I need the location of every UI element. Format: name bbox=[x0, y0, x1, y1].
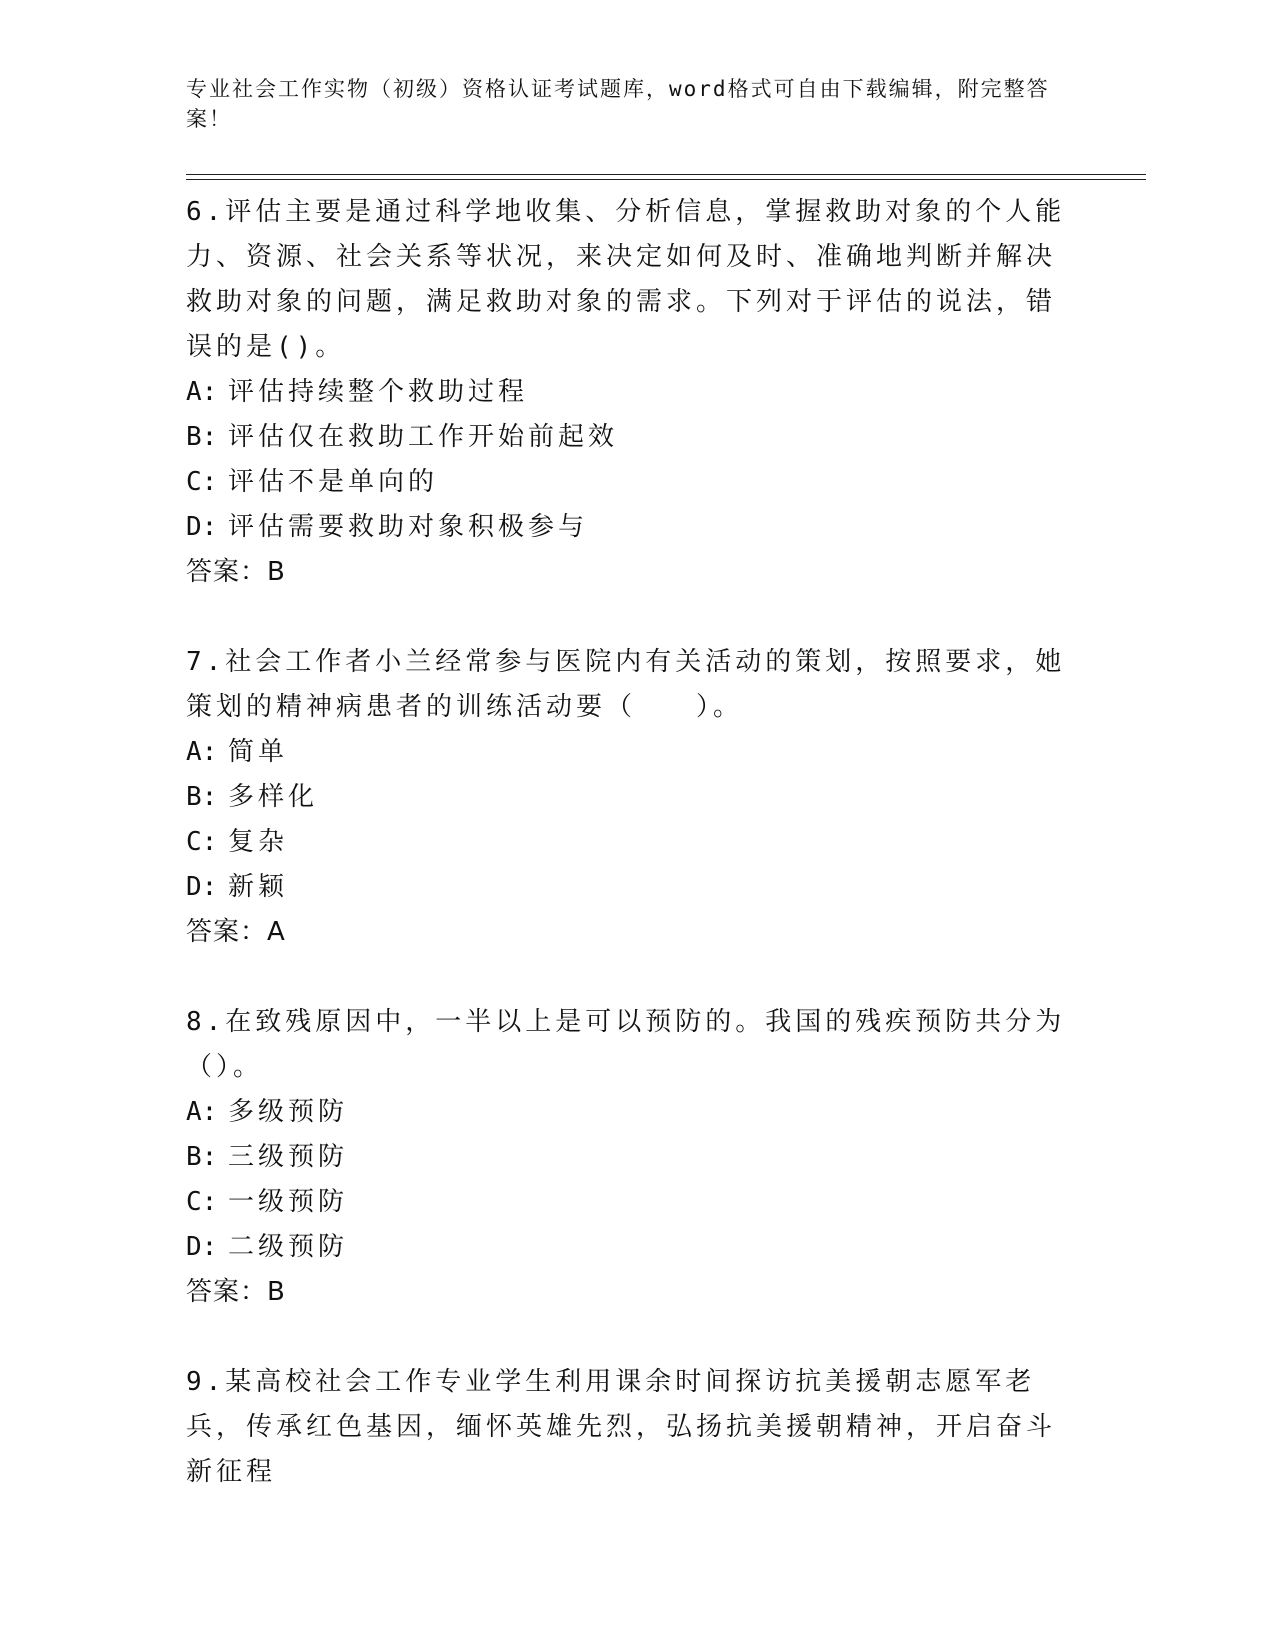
option-c bbox=[186, 460, 1066, 505]
option-label: D: bbox=[186, 512, 218, 542]
option-b bbox=[186, 415, 1066, 460]
option-label: D: bbox=[186, 872, 218, 902]
answer-line: 答案：B bbox=[186, 1277, 286, 1307]
option-label: C: bbox=[186, 827, 218, 857]
header-divider-bottom bbox=[186, 179, 1146, 180]
option-label: D: bbox=[186, 1232, 218, 1262]
question-list bbox=[186, 190, 1066, 1512]
option-text: 三级预防 bbox=[228, 1142, 349, 1172]
answer-line: 答案：B bbox=[186, 557, 286, 587]
option-label: A: bbox=[186, 737, 218, 767]
option-label: B: bbox=[186, 1142, 218, 1172]
option-a bbox=[186, 370, 1066, 415]
option-label: A: bbox=[186, 377, 218, 407]
option-label: C: bbox=[186, 467, 218, 497]
option-label: B: bbox=[186, 422, 218, 452]
question-8 bbox=[186, 1000, 1066, 1315]
option-b bbox=[186, 1135, 1066, 1180]
answer-line: 答案：A bbox=[186, 917, 286, 947]
option-c bbox=[186, 1180, 1066, 1225]
option-text: 评估需要救助对象积极参与 bbox=[228, 512, 589, 542]
option-d bbox=[186, 505, 1066, 550]
option-text: 简单 bbox=[228, 737, 289, 767]
option-text: 多样化 bbox=[228, 782, 319, 812]
question-stem: 8.在致残原因中，一半以上是可以预防的。我国的残疾预防共分为（）。 bbox=[186, 1007, 1066, 1082]
header-divider-top bbox=[186, 174, 1146, 175]
option-c bbox=[186, 820, 1066, 865]
question-9 bbox=[186, 1360, 1066, 1495]
option-a bbox=[186, 730, 1066, 775]
option-text: 二级预防 bbox=[228, 1232, 349, 1262]
question-6 bbox=[186, 190, 1066, 595]
question-stem: 9.某高校社会工作专业学生利用课余时间探访抗美援朝志愿军老兵，传承红色基因，缅怀英雄先烈，弘扬抗美援朝精神，开启奋斗新征程 bbox=[186, 1367, 1057, 1487]
option-text: 评估持续整个救助过程 bbox=[228, 377, 529, 407]
option-text: 评估仅在救助工作开始前起效 bbox=[228, 422, 619, 452]
option-a bbox=[186, 1090, 1066, 1135]
question-stem: 6.评估主要是通过科学地收集、分析信息，掌握救助对象的个人能力、资源、社会关系等状况，来决定如何及时、准确地判断并解决救助对象的问题，满足救助对象的需求。下列对于评估的说法，错误的是()。 bbox=[186, 197, 1066, 362]
option-d bbox=[186, 865, 1066, 910]
option-label: C: bbox=[186, 1187, 218, 1217]
page-header: 专业社会工作实物（初级）资格认证考试题库，word格式可自由下载编辑，附完整答案！ bbox=[186, 77, 1050, 131]
option-b bbox=[186, 775, 1066, 820]
option-text: 多级预防 bbox=[228, 1097, 349, 1127]
question-7 bbox=[186, 640, 1066, 955]
option-text: 新颖 bbox=[228, 872, 289, 902]
option-text: 评估不是单向的 bbox=[228, 467, 439, 497]
question-stem: 7.社会工作者小兰经常参与医院内有关活动的策划，按照要求，她策划的精神病患者的训练活动要（ ）。 bbox=[186, 647, 1066, 722]
option-d bbox=[186, 1225, 1066, 1270]
option-label: B: bbox=[186, 782, 218, 812]
option-text: 一级预防 bbox=[228, 1187, 349, 1217]
option-label: A: bbox=[186, 1097, 218, 1127]
option-text: 复杂 bbox=[228, 827, 289, 857]
